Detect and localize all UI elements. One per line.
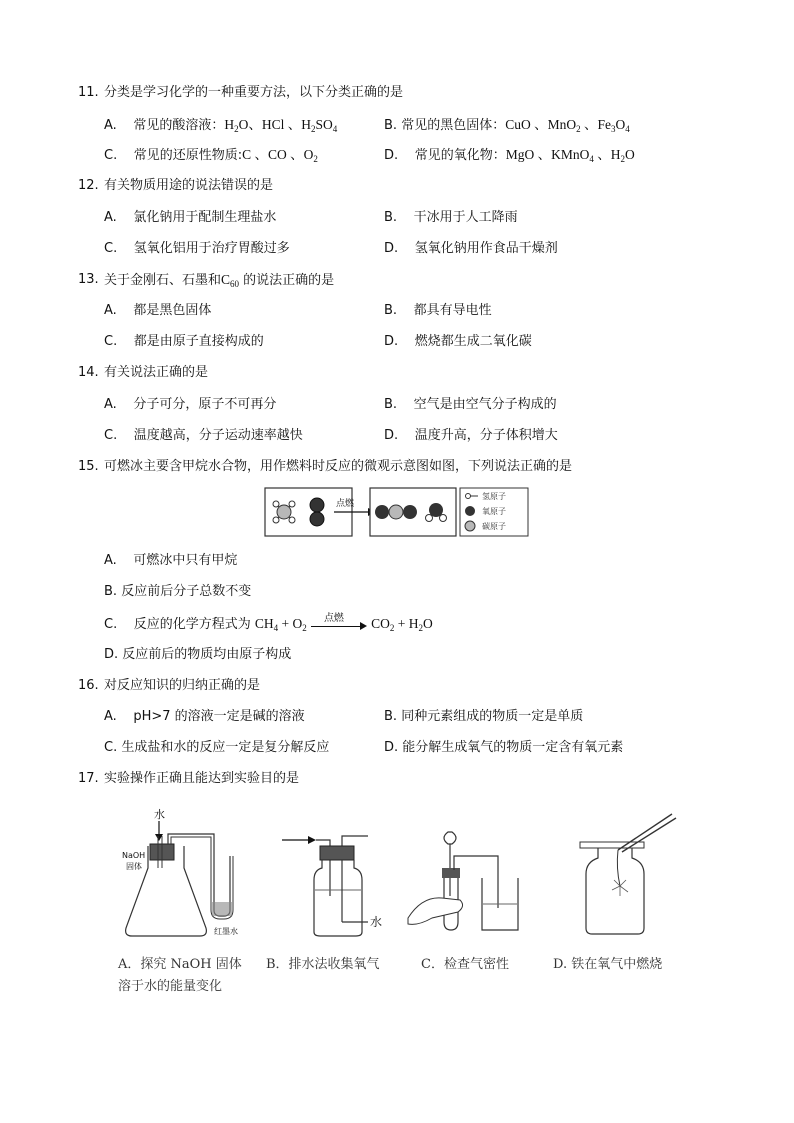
q14-stem: 有关说法正确的是 (104, 365, 209, 380)
sparks (612, 880, 628, 896)
q16-option-c[interactable] (104, 739, 329, 757)
legend-carbon: 碳原子 (482, 522, 506, 531)
option-label: A. (104, 397, 117, 412)
q11-option-b[interactable] (384, 116, 630, 135)
caption-d: D. 铁在氧气中燃烧 (553, 957, 663, 972)
option-text: 反应前后分子总数不变 (121, 584, 252, 599)
option-label: B. (384, 303, 398, 318)
q16-number: 16. (78, 678, 99, 693)
option-text: 燃烧都生成二氧化碳 (414, 334, 532, 349)
formula: CuO 、MnO$_2$ 、$Fe_3O_4$ (505, 117, 630, 134)
apparatus-a (118, 806, 264, 944)
option-text: 反应的化学方程式为 (133, 617, 251, 632)
stopper (442, 868, 460, 878)
option-label: C. (104, 428, 118, 443)
option-text: 同种元素组成的物质一定是单质 (401, 709, 584, 724)
water-side-label: 水 (370, 915, 383, 929)
legend-o-icon (465, 506, 475, 516)
iron-wire (617, 850, 620, 886)
formula-c60: $C_{60}$ (221, 272, 240, 289)
solid-label: 固体 (126, 862, 142, 871)
option-label: C. (104, 241, 118, 256)
q15-option-a[interactable] (104, 552, 237, 570)
option-text: 都具有导电性 (413, 303, 492, 318)
q12-option-c[interactable] (104, 240, 290, 258)
q12-option-a[interactable] (104, 209, 276, 227)
gas-jar (586, 848, 644, 934)
option-text: 都是黑色固体 (133, 303, 212, 318)
q15-option-d[interactable] (104, 646, 291, 664)
q11-option-a[interactable] (104, 116, 337, 135)
option-text: 温度升高，分子体积增大 (414, 428, 558, 443)
co2-molecule (375, 505, 417, 519)
option-text: 氢氧化钠用作食品干燥剂 (414, 241, 558, 256)
q15-option-b[interactable] (104, 583, 251, 601)
q16-option-b[interactable] (384, 708, 583, 726)
caption-b: B．排水法收集氧气 (266, 957, 380, 972)
option-label: A. (104, 553, 117, 568)
caption-a-line1: A．探究 NaOH 固体 (118, 957, 242, 972)
equation-left: $CH_4 + O_2$ (254, 616, 307, 633)
funnel (444, 832, 456, 844)
option-text: 可燃冰中只有甲烷 (133, 553, 238, 568)
option-label: A. (104, 210, 117, 225)
q14-number: 14. (78, 365, 99, 380)
option-text: 干冰用于人工降雨 (413, 210, 518, 225)
arrow-label: 点燃 (336, 499, 355, 509)
formula: MgO 、KMnO$_4$ 、$H_2O$ (505, 147, 635, 164)
q14-option-a[interactable] (104, 396, 276, 414)
q11-stem: 分类是学习化学的一种重要方法，以下分类正确的是 (104, 85, 404, 100)
q13-number: 13. (78, 272, 99, 287)
option-label: A. (104, 303, 117, 318)
option-text: 常见的还原性物质: (133, 148, 243, 163)
option-label: B. (384, 210, 398, 225)
reaction-micro-diagram (264, 486, 530, 538)
formula: C 、CO 、$O_2$ (242, 147, 318, 164)
q11-option-c[interactable] (104, 146, 318, 165)
option-text: 常见的黑色固体： (401, 118, 506, 133)
q13-option-d[interactable] (384, 333, 532, 351)
option-text: 都是由原子直接构成的 (133, 334, 264, 349)
q16-option-d[interactable] (384, 739, 623, 757)
option-text: 生成盐和水的反应一定是复分解反应 (121, 740, 330, 755)
crucible-tongs (618, 814, 672, 850)
option-label: D. (384, 740, 399, 755)
q17-stem: 实验操作正确且能达到实验目的是 (104, 771, 300, 786)
stem-part: 关于金刚石、石墨和 (104, 273, 222, 288)
q16-option-a[interactable] (104, 708, 305, 726)
q13-option-c[interactable] (104, 333, 264, 351)
gas-bottle (314, 860, 362, 936)
legend-hydrogen: 氢原子 (482, 492, 506, 501)
option-text: 空气是由空气分子构成的 (413, 397, 557, 412)
legend-h-icon (466, 494, 471, 499)
option-text: 氯化钠用于配制生理盐水 (133, 210, 277, 225)
option-label: B. (104, 584, 118, 599)
equation-arrow (311, 612, 367, 632)
caption-a-line2: 溶于水的能量变化 (118, 979, 223, 994)
option-text: 常见的酸溶液： (133, 118, 225, 133)
q15-number: 15. (78, 459, 99, 474)
apparatus-d (572, 810, 688, 938)
apparatus-c (402, 826, 534, 938)
q15-option-c[interactable] (104, 612, 433, 634)
option-label: D. (384, 428, 399, 443)
option-label: B. (384, 709, 398, 724)
hand (408, 898, 463, 925)
q17-number: 17. (78, 771, 99, 786)
q16-stem: 对反应知识的归纳正确的是 (104, 678, 261, 693)
naoh-label: NaOH (122, 851, 146, 860)
q14-option-c[interactable] (104, 427, 303, 445)
option-label: D. (384, 334, 399, 349)
option-label: D. (104, 647, 119, 662)
stem-part: 的说法正确的是 (243, 273, 335, 288)
option-text: pH>7 的溶液一定是碱的溶液 (133, 709, 305, 724)
equation-condition: 点燃 (323, 612, 344, 624)
q14-option-b[interactable] (384, 396, 557, 414)
option-label: C. (104, 334, 118, 349)
q11-option-d[interactable] (384, 146, 635, 165)
option-text: 温度越高，分子运动速率越快 (133, 428, 303, 443)
q13-stem (104, 271, 334, 290)
stopper (320, 846, 354, 860)
formula: $H_2O$、HCl 、$H_2SO_4$ (224, 117, 338, 134)
q15-stem: 可燃冰主要含甲烷水合物，用作燃料时反应的微观示意图如图，下列说法正确的是 (104, 459, 573, 474)
option-label: D. (384, 241, 399, 256)
q13-option-b[interactable] (384, 302, 492, 320)
option-label: C. (104, 617, 118, 632)
option-text: 常见的氧化物： (414, 148, 506, 163)
q12-option-b[interactable] (384, 209, 518, 227)
q13-option-a[interactable] (104, 302, 211, 320)
q12-number: 12. (78, 178, 99, 193)
option-label: A. (104, 709, 117, 724)
option-label: A. (104, 118, 117, 133)
red-ink (212, 902, 232, 916)
option-text: 氢氧化铝用于治疗胃酸过多 (133, 241, 290, 256)
q14-option-d[interactable] (384, 427, 558, 445)
option-text: 分子可分，原子不可再分 (133, 397, 277, 412)
option-label: B. (384, 118, 398, 133)
equation-right: $CO_2 + H_2O$ (371, 616, 433, 633)
legend-oxygen: 氧原子 (482, 507, 506, 516)
red-ink-label: 红墨水 (214, 927, 238, 936)
apparatus-b (280, 826, 400, 940)
q12-option-d[interactable] (384, 240, 558, 258)
q11-number: 11. (78, 85, 99, 100)
option-label: B. (384, 397, 398, 412)
water-label: 水 (154, 808, 165, 821)
option-text: 能分解生成氧气的物质一定含有氧元素 (402, 740, 624, 755)
option-text: 反应前后的物质均由原子构成 (122, 647, 292, 662)
option-label: D. (384, 148, 399, 163)
option-label: C. (104, 740, 118, 755)
option-label: C. (104, 148, 118, 163)
legend-c-icon (465, 521, 475, 531)
q12-stem: 有关物质用途的说法错误的是 (104, 178, 274, 193)
caption-c: C．检查气密性 (421, 957, 509, 972)
